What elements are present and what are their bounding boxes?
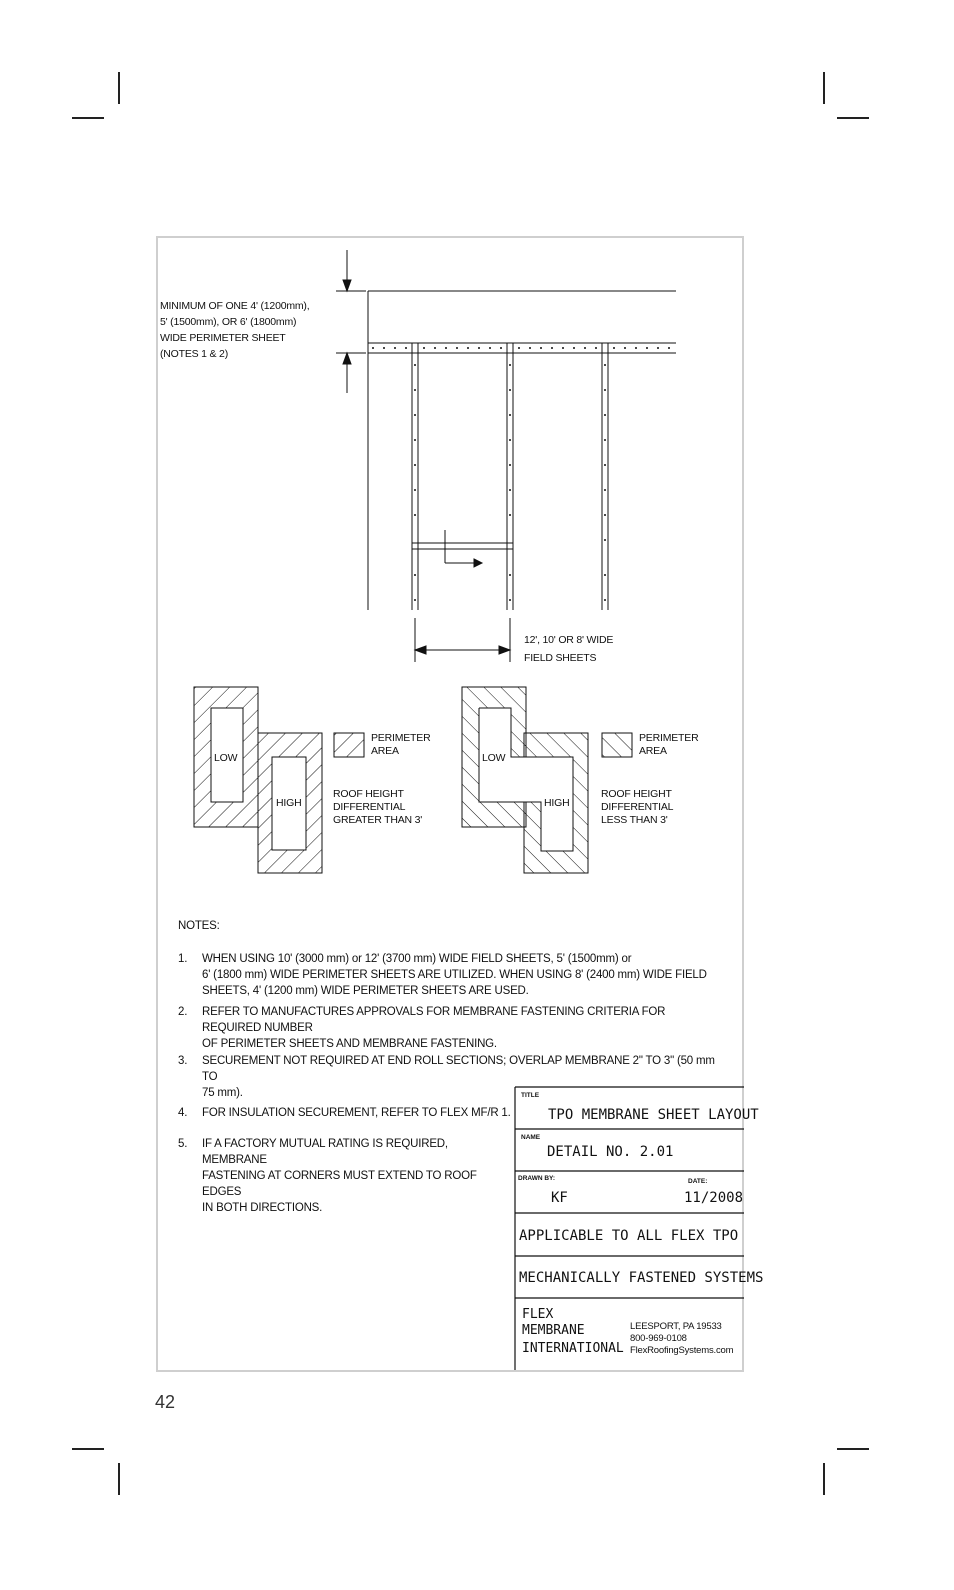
less-caption-3: LESS THAN 3': [601, 814, 668, 826]
note-line: WHEN USING 10' (3000 mm) or 12' (3700 mm) WIDE FIELD SHEETS, 5' (1500mm) or: [202, 953, 632, 965]
drawn-by-value: KF: [551, 1190, 568, 1206]
title-caption: TITLE: [521, 1092, 540, 1099]
note-line: OF PERIMETER SHEETS AND MEMBRANE FASTENING.: [202, 1038, 497, 1050]
company-line-2: MEMBRANE: [522, 1323, 585, 1338]
note-line: 75 mm).: [202, 1087, 243, 1099]
less-caption-2: DIFFERENTIAL: [601, 801, 674, 813]
perimeter-sheet-label-1: MINIMUM OF ONE 4' (1200mm),: [160, 300, 310, 312]
note-line: REFER TO MANUFACTURES APPROVALS FOR MEMBRANE FASTENING CRITERIA FOR REQUIRED NUMBER: [202, 1006, 666, 1034]
greater-caption-1: ROOF HEIGHT: [333, 788, 404, 800]
address-line-2: 800-969-0108: [630, 1333, 687, 1344]
roof-height-greater-example: [194, 687, 364, 873]
systems-text: MECHANICALLY FASTENED SYSTEMS: [519, 1270, 764, 1286]
note-line: IF A FACTORY MUTUAL RATING IS REQUIRED, MEMBRANE: [202, 1138, 448, 1166]
title-block-title: TPO MEMBRANE SHEET LAYOUT: [548, 1107, 759, 1123]
note-line: SHEETS, 4' (1200 mm) WIDE PERIMETER SHEETS ARE USED.: [202, 985, 529, 997]
date-value: 11/2008: [684, 1190, 744, 1206]
address-line-1: LEESPORT, PA 19533: [630, 1321, 722, 1332]
field-sheets-label-2: FIELD SHEETS: [524, 652, 597, 664]
note-line: FOR INSULATION SECUREMENT, REFER TO FLEX MF/R 1.: [202, 1107, 511, 1119]
name-caption: NAME: [521, 1134, 541, 1141]
perimeter-area-label-2: AREA: [371, 745, 399, 757]
note-line: SECUREMENT NOT REQUIRED AT END ROLL SECTIONS; OVERLAP MEMBRANE 2" TO 3" (50 mm TO: [202, 1055, 715, 1083]
perimeter-sheet-label-4: (NOTES 1 & 2): [160, 348, 228, 360]
greater-caption-3: GREATER THAN 3': [333, 814, 423, 826]
note-number: 3.: [178, 1055, 188, 1067]
page-number: 42: [155, 1392, 176, 1412]
low-label-right: LOW: [482, 752, 506, 764]
company-line-3: INTERNATIONAL: [522, 1341, 624, 1356]
notes-heading: NOTES:: [178, 920, 220, 932]
low-label: LOW: [214, 752, 238, 764]
less-caption-1: ROOF HEIGHT: [601, 788, 672, 800]
roof-plan: [336, 250, 676, 662]
field-sheets-label-1: 12', 10' OR 8' WIDE: [524, 634, 614, 646]
perimeter-area-label-1: PERIMETER: [371, 732, 431, 744]
note-line: FASTENING AT CORNERS MUST EXTEND TO ROOF EDGES: [202, 1170, 477, 1198]
perimeter-sheet-label-2: 5' (1500mm), OR 6' (1800mm): [160, 316, 297, 328]
note-line: 6' (1800 mm) WIDE PERIMETER SHEETS ARE UTILIZED. WHEN USING 8' (2400 mm) WIDE FIELD: [202, 969, 707, 981]
greater-caption-2: DIFFERENTIAL: [333, 801, 406, 813]
note-number: 5.: [178, 1138, 188, 1150]
perimeter-area-label-right-2: AREA: [639, 745, 667, 757]
note-number: 2.: [178, 1006, 188, 1018]
company-line-1: FLEX: [522, 1307, 554, 1322]
high-label-right: HIGH: [544, 797, 570, 809]
drawn-by-caption: DRAWN BY:: [518, 1175, 556, 1182]
detail-number: DETAIL NO. 2.01: [547, 1144, 674, 1160]
date-caption: DATE:: [688, 1178, 708, 1185]
roof-height-less-example: [462, 687, 632, 873]
perimeter-area-label-right-1: PERIMETER: [639, 732, 699, 744]
note-number: 4.: [178, 1107, 188, 1119]
applicable-text: APPLICABLE TO ALL FLEX TPO: [519, 1228, 739, 1244]
note-number: 1.: [178, 953, 188, 965]
perimeter-sheet-label-3: WIDE PERIMETER SHEET: [160, 332, 286, 344]
fastener-dots: [372, 347, 670, 601]
note-line: IN BOTH DIRECTIONS.: [202, 1202, 323, 1214]
high-label: HIGH: [276, 797, 302, 809]
address-line-3: FlexRoofingSystems.com: [630, 1345, 734, 1356]
